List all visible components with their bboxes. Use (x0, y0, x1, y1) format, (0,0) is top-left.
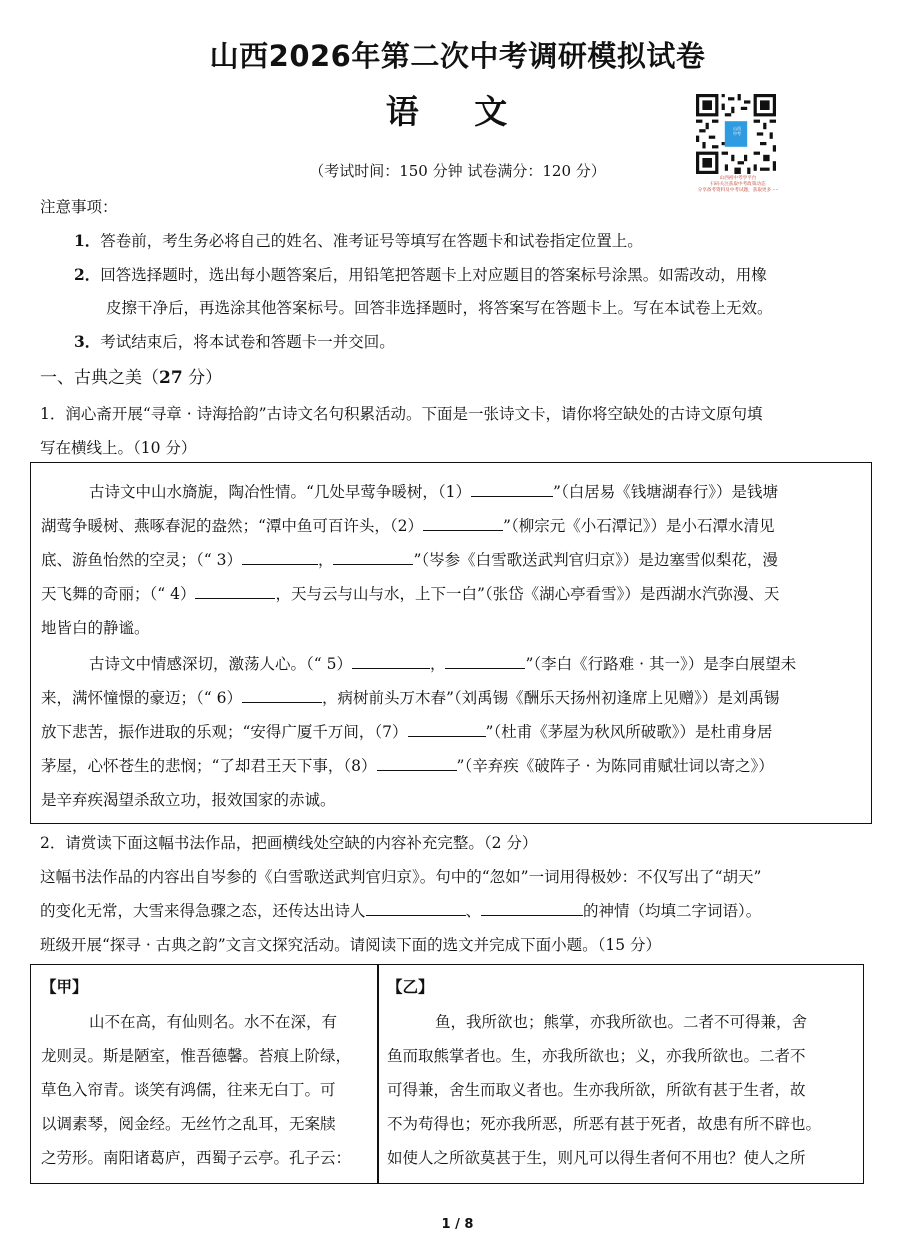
answer-blank-3b[interactable] (333, 546, 413, 565)
page-title: 山西2026年第二次中考调研模拟试卷 (209, 39, 706, 73)
section-heading: 一、古典之美（27 分） (40, 368, 223, 388)
activity-intro: 班级开展“探寻 · 古典之韵”文言文探究活动。请阅读下面的选文并完成下面小题。（15 分） (40, 936, 662, 954)
answer-blank-5b[interactable] (445, 650, 525, 669)
card-line: 放下悲苦，振作进取的乐观；“安得广厦千万间，（7） ”（杜甫《茅屋为秋风所破歌》）是杜甫身居 (41, 715, 772, 749)
q1-prompt-cont: 写在横线上。（10 分） (40, 439, 197, 457)
q2-text: 这幅书法作品的内容出自岑参的《白雪歌送武判官归京》。句中的“忽如”一词用得极妙：不仅写出了“胡天” (40, 868, 762, 886)
subject-title: 语 文 (385, 92, 530, 131)
passage-line: 山不在高，有仙则名。水不在深，有 (89, 1013, 338, 1031)
notice-item-2-cont: 皮擦干净后，再选涂其他答案标号。回答非选择题时，将答案写在答题卡上。写在本试卷上无效。 (106, 299, 773, 317)
passage-label-jia: 【甲】 (41, 977, 88, 996)
card-line: 来，满怀憧憬的豪迈；（“ 6） ，病树前头万木春”（刘禹锡《酬乐天扬州初逢席上见赠》）是刘禹锡 (41, 681, 779, 715)
answer-blank-1[interactable] (471, 478, 553, 497)
answer-blank-5a[interactable] (352, 650, 430, 669)
answer-blank-3a[interactable] (242, 546, 318, 565)
answer-blank-q2a[interactable] (366, 897, 466, 916)
table-divider (377, 965, 379, 1183)
answer-blank-4[interactable] (195, 580, 275, 599)
passage-line: 龙则灵。斯是陋室，惟吾德馨。苔痕上阶绿， (41, 1047, 352, 1065)
notice-heading: 注意事项： (40, 198, 118, 216)
card-line: 茅屋，心怀苍生的悲悯；“了却君王天下事，（8） ”（辛弃疾《破阵子 · 为陈同甫赋壮词以寄之》） (41, 749, 774, 783)
passage-line: 之劳形。南阳诸葛庐，西蜀子云亭。孔子云： (41, 1149, 352, 1167)
answer-blank-8[interactable] (377, 752, 457, 771)
passage-line: 鱼，我所欲也；熊掌，亦我所欲也。二者不可得兼，舍 (435, 1013, 808, 1031)
answer-blank-6[interactable] (242, 684, 322, 703)
page-number: 1 / 8 (441, 1217, 474, 1232)
passage-table (30, 964, 864, 1184)
answer-blank-2[interactable] (423, 512, 503, 531)
card-line: 地皆白的静谧。 (41, 619, 150, 637)
q2-text-cont: 的变化无常，大雪来得急骤之态，还传达出诗人 、 的神情（均填二字词语）。 (40, 894, 761, 928)
passage-label-yi: 【乙】 (387, 977, 434, 996)
card-line: 古诗文中山水旖旎，陶冶性情。“几处早莺争暖树，（1） ”（白居易《钱塘湖春行》）是钱塘 (89, 475, 778, 509)
poetry-card (30, 462, 872, 824)
card-line: 是辛弃疾渴望杀敌立功，报效国家的赤诚。 (41, 791, 336, 809)
card-line: 底、游鱼怡然的空灵；（“ 3） ， ”（岑参《白雪歌送武判官归京》）是边塞雪似梨花，漫 (41, 543, 778, 577)
exam-info: （考试时间：150 分钟 试卷满分：120 分） (309, 162, 606, 180)
notice-item-3: 3．考试结束后，将本试卷和答题卡一并交回。 (74, 332, 395, 351)
notice-item-2: 2．回答选择题时，选出每小题答案后，用铅笔把答题卡上对应题目的答案标号涂黑。如需改动，用橡 (74, 265, 767, 284)
card-line: 古诗文中情感深切，激荡人心。（“ 5） ， ”（李白《行路难 · 其一》）是李白展望未 (89, 647, 796, 681)
card-line: 天飞舞的奇丽；（“ 4） ，天与云与山与水，上下一白”（张岱《湖心亭看雪》）是西湖水汽弥漫、天 (41, 577, 779, 611)
passage-line: 如使人之所欲莫甚于生，则凡可以得生者何不用也？使人之所 (387, 1149, 806, 1167)
notice-item-1: 1．答卷前，考生务必将自己的姓名、准考证号等填写在答题卡和试卷指定位置上。 (74, 231, 643, 250)
passage-line: 不为苟得也；死亦我所恶，所恶有甚于死者，故患有所不辟也。 (387, 1115, 822, 1133)
q2-prompt: 2．请赏读下面这幅书法作品，把画横线处空缺的内容补充完整。（2 分） (40, 834, 538, 852)
passage-line: 可得兼，舍生而取义者也。生亦我所欲，所欲有甚于生者，故 (387, 1081, 806, 1099)
answer-blank-q2b[interactable] (481, 897, 583, 916)
qr-center-label: 山西 中考 (733, 126, 741, 136)
passage-line: 鱼而取熊掌者也。生，亦我所欲也；义，亦我所欲也。二者不 (387, 1047, 806, 1065)
qr-caption: 山西初中考学平台 扫码关注获取中考政策动态 分享备考资料及中考试题，获取更多 ···· (697, 176, 779, 193)
card-line: 湖莺争暖树、燕啄春泥的盎然；“潭中鱼可百许头，（2） ”（柳宗元《小石潭记》）是小石潭水清见 (41, 509, 774, 543)
passage-line: 草色入帘青。谈笑有鸿儒，往来无白丁。可 (41, 1081, 336, 1099)
passage-line: 以调素琴，阅金经。无丝竹之乱耳，无案牍 (41, 1115, 336, 1133)
answer-blank-7[interactable] (408, 718, 486, 737)
q1-prompt: 1．润心斋开展“寻章 · 诗海拾韵”古诗文名句积累活动。下面是一张诗文卡，请你将空缺处的古诗文原句填 (40, 405, 763, 423)
